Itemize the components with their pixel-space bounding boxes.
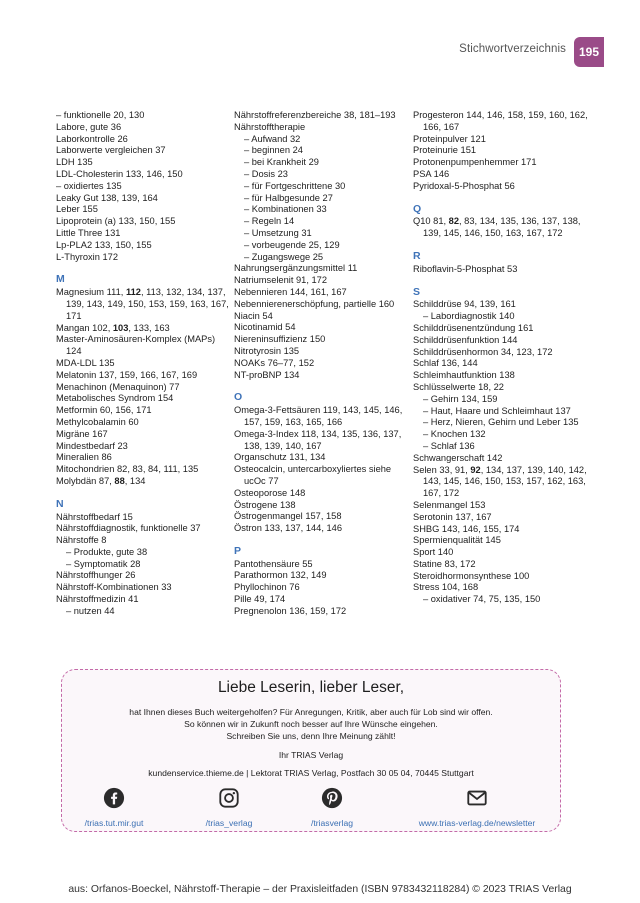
index-entry: Nebennierenerschöpfung, partielle 160 bbox=[234, 298, 395, 309]
index-entry: Spermienqualität 145 bbox=[413, 535, 501, 546]
index-entry: Sport 140 bbox=[413, 547, 454, 558]
running-header-title: Stichwortverzeichnis bbox=[459, 43, 566, 55]
index-entry: Leber 155 bbox=[56, 204, 98, 215]
index-entry: Serotonin 137, 167 bbox=[413, 511, 492, 522]
index-entry: Natriumselenit 91, 172 bbox=[234, 275, 328, 286]
index-entry: Mineralien 86 bbox=[56, 452, 112, 463]
index-letter-heading: S bbox=[413, 285, 421, 298]
index-entry: Nährstoffreferenzbereiche 38, 181–193 bbox=[234, 110, 396, 120]
index-entry: Nährstoffbedarf 15 bbox=[56, 511, 133, 522]
index-entry: Schleimhautfunktion 138 bbox=[413, 370, 515, 381]
index-entry: Menachinon (Menaquinon) 77 bbox=[56, 381, 180, 392]
index-subentry: – Symptomatik 28 bbox=[66, 558, 141, 569]
index-subentry: – beginnen 24 bbox=[244, 145, 303, 156]
index-entry: Selen 33, 91, 92, 134, 137, 139, 140, 142, 143, 145, 146, 150, 153, 157, 162, 163, 167, 172 bbox=[413, 464, 587, 499]
index-entry: Schilddrüsenhormon 34, 123, 172 bbox=[413, 346, 553, 357]
index-subentry: – Schlaf 136 bbox=[423, 440, 475, 451]
index-subentry: – Gehirn 134, 159 bbox=[423, 393, 498, 404]
index-entry: – oxidiertes 135 bbox=[56, 180, 122, 191]
newsletter-link-text[interactable]: www.trias-verlag.de/newsletter bbox=[418, 818, 536, 828]
index-subentry: – Umsetzung 31 bbox=[244, 227, 312, 238]
facebook-icon bbox=[103, 787, 125, 809]
index-subentry: – bei Krankheit 29 bbox=[244, 157, 319, 168]
index-entry: Östron 133, 137, 144, 146 bbox=[234, 523, 343, 534]
index-subentry: – Herz, Nieren, Gehirn und Leber 135 bbox=[423, 417, 579, 428]
index-subentry: – Regeln 14 bbox=[244, 216, 295, 227]
index-entry: Little Three 131 bbox=[56, 227, 121, 238]
index-entry: Omega-3-Index 118, 134, 135, 136, 137, 138, 139, 140, 167 bbox=[234, 428, 402, 451]
index-subentry: – Produkte, gute 38 bbox=[66, 546, 148, 557]
index-entry: Schwangerschaft 142 bbox=[413, 452, 503, 463]
index-entry: Nährstoffmedizin 41 bbox=[56, 594, 139, 605]
index-entry: Labore, gute 36 bbox=[56, 121, 122, 132]
index-entry: Pyridoxal-5-Phosphat 56 bbox=[413, 180, 515, 191]
index-subentry: – Haut, Haare und Schleimhaut 137 bbox=[423, 405, 571, 416]
index-entry: Schilddrüsenfunktion 144 bbox=[413, 334, 518, 345]
index-entry: Pille 49, 174 bbox=[234, 594, 286, 605]
index-entry: L-Thyroxin 172 bbox=[56, 251, 119, 262]
index-entry: Lipoprotein (a) 133, 150, 155 bbox=[56, 216, 176, 227]
mail-icon bbox=[466, 787, 488, 809]
index-entry: Laborkontrolle 26 bbox=[56, 133, 128, 144]
index-subentry: – Dosis 23 bbox=[244, 168, 288, 179]
page-number-tab: 195 bbox=[574, 37, 604, 67]
index-letter-heading: R bbox=[413, 249, 421, 262]
index-entry: Migräne 167 bbox=[56, 428, 108, 439]
index-entry: Mitochondrien 82, 83, 84, 111, 135 bbox=[56, 464, 199, 475]
index-entry: Riboflavin-5-Phosphat 53 bbox=[413, 263, 518, 274]
index-subentry: – oxidativer 74, 75, 135, 150 bbox=[423, 594, 541, 605]
index-entry: Phyllochinon 76 bbox=[234, 582, 300, 593]
index-entry: Nährstoffe 8 bbox=[56, 535, 107, 546]
index-entry: NOAKs 76–77, 152 bbox=[234, 357, 315, 368]
index-entry: Proteinpulver 121 bbox=[413, 133, 486, 144]
index-entry: Schlüsselwerte 18, 22 bbox=[413, 381, 504, 392]
pinterest-icon bbox=[321, 787, 343, 809]
index-column-1 bbox=[56, 110, 232, 618]
index-subentry: – Labordiagnostik 140 bbox=[423, 311, 515, 322]
index-entry: Nitrotyrosin 135 bbox=[234, 345, 300, 356]
newsletter-link[interactable] bbox=[417, 787, 537, 831]
facebook-link-text[interactable]: /trias.tut.mir.gut bbox=[84, 818, 144, 828]
index-entry: SHBG 143, 146, 155, 174 bbox=[413, 523, 520, 534]
index-entry: Selenmangel 153 bbox=[413, 499, 486, 510]
index-entry: Leaky Gut 138, 139, 164 bbox=[56, 192, 158, 203]
index-entry: Pregnenolon 136, 159, 172 bbox=[234, 605, 347, 616]
reader-box-signature: Ihr TRIAS Verlag bbox=[278, 750, 344, 760]
index-entry: Q10 81, 82, 83, 134, 135, 136, 137, 138, 139, 145, 146, 150, 163, 167, 172 bbox=[413, 216, 581, 239]
reader-box-line-3: Schreiben Sie uns, denn Ihre Meinung zählt! bbox=[226, 731, 396, 741]
index-entry: Metabolisches Syndrom 154 bbox=[56, 393, 174, 404]
index-column-3 bbox=[413, 110, 589, 606]
index-entry: Metformin 60, 156, 171 bbox=[56, 405, 152, 416]
instagram-icon bbox=[218, 787, 240, 809]
index-letter-heading: M bbox=[56, 273, 65, 286]
reader-box-title: Liebe Leserin, lieber Leser, bbox=[217, 679, 405, 696]
index-entry: Schlaf 136, 144 bbox=[413, 358, 478, 369]
reader-feedback-box bbox=[61, 669, 561, 832]
reader-box-contact: kundenservice.thieme.de | Lektorat TRIAS Verlag, Postfach 30 05 04, 70445 Stuttgart bbox=[148, 768, 474, 778]
index-entry: Lp-PLA2 133, 150, 155 bbox=[56, 239, 152, 250]
index-entry: Molybdän 87, 88, 134 bbox=[56, 475, 146, 486]
reader-box-line-2: So können wir in Zukunft noch besser auf Ihre Wünsche eingehen. bbox=[184, 719, 438, 729]
index-entry: Melatonin 137, 159, 166, 167, 169 bbox=[56, 369, 198, 380]
index-subentry: – vorbeugende 25, 129 bbox=[244, 239, 340, 250]
index-entry: Pantothensäure 55 bbox=[234, 558, 313, 569]
index-subentry: – Zugangswege 25 bbox=[244, 251, 324, 262]
index-entry: Nährstoffdiagnostik, funktionelle 37 bbox=[56, 523, 201, 534]
index-entry: Methylcobalamin 60 bbox=[56, 416, 139, 427]
index-entry: Nebennieren 144, 161, 167 bbox=[234, 286, 347, 297]
index-entry: Steroidhormonsynthese 100 bbox=[413, 570, 530, 581]
pinterest-link[interactable] bbox=[272, 787, 392, 831]
index-column-2 bbox=[234, 110, 410, 618]
index-entry: MDA-LDL 135 bbox=[56, 357, 115, 368]
instagram-link[interactable] bbox=[169, 787, 289, 831]
index-entry: Schilddrüsenentzündung 161 bbox=[413, 322, 534, 333]
index-subentry: – für Halbgesunde 27 bbox=[244, 192, 333, 203]
index-entry: NT-proBNP 134 bbox=[234, 369, 300, 380]
index-letter-heading: O bbox=[234, 391, 243, 404]
index-entry: Stress 104, 168 bbox=[413, 582, 479, 593]
index-entry: Nahrungsergänzungsmittel 11 bbox=[234, 263, 358, 274]
index-entry: Laborwerte vergleichen 37 bbox=[56, 145, 166, 156]
index-subentry: – Aufwand 32 bbox=[244, 133, 301, 144]
index-letter-heading: Q bbox=[413, 202, 422, 215]
index-entry: Nicotinamid 54 bbox=[234, 322, 296, 333]
index-subentry: – Kombinationen 33 bbox=[244, 204, 327, 215]
index-entry: Nährstoff-Kombinationen 33 bbox=[56, 582, 172, 593]
index-entry: Master-Aminosäuren-Komplex (MAPs) 124 bbox=[56, 334, 216, 357]
index-entry: – funktionelle 20, 130 bbox=[56, 110, 145, 120]
index-entry: Nährstofftherapie bbox=[234, 121, 306, 132]
index-subentry: – nutzen 44 bbox=[66, 605, 115, 616]
index-entry: Parathormon 132, 149 bbox=[234, 570, 327, 581]
index-entry: Organschutz 131, 134 bbox=[234, 452, 326, 463]
index-entry: Niereninsuffizienz 150 bbox=[234, 334, 326, 345]
index-entry: PSA 146 bbox=[413, 168, 450, 179]
index-entry: Nährstoffhunger 26 bbox=[56, 570, 136, 581]
index-entry: Osteocalcin, untercarboxyliertes siehe ucOc 77 bbox=[234, 464, 392, 486]
pinterest-link-text[interactable]: /triasverlag bbox=[310, 818, 354, 828]
index-entry: Östrogenmangel 157, 158 bbox=[234, 511, 342, 522]
index-entry: Schilddrüse 94, 139, 161 bbox=[413, 299, 516, 310]
instagram-link-text[interactable]: /trias_verlag bbox=[205, 818, 253, 828]
index-entry: LDL-Cholesterin 133, 146, 150 bbox=[56, 168, 183, 179]
index-entry: Östrogene 138 bbox=[234, 499, 296, 510]
index-letter-heading: N bbox=[56, 497, 64, 510]
index-entry: Niacin 54 bbox=[234, 310, 273, 321]
index-entry: Proteinurie 151 bbox=[413, 145, 477, 156]
index-entry: Mindestbedarf 23 bbox=[56, 440, 128, 451]
index-entry: Osteoporose 148 bbox=[234, 487, 306, 498]
index-letter-heading: P bbox=[234, 544, 242, 557]
index-subentry: – Knochen 132 bbox=[423, 429, 486, 440]
index-entry: Mangan 102, 103, 133, 163 bbox=[56, 322, 170, 333]
source-footer: aus: Orfanos-Boeckel, Nährstoff-Therapie – der Praxisleitfaden (ISBN 9783432118284) © 2023 TRIAS Verlag bbox=[68, 884, 572, 895]
index-entry: LDH 135 bbox=[56, 157, 93, 168]
index-entry: Protonenpumpenhemmer 171 bbox=[413, 157, 537, 168]
index-entry: Statine 83, 172 bbox=[413, 558, 476, 569]
facebook-link[interactable] bbox=[54, 787, 174, 831]
index-entry: Magnesium 111, 112, 113, 132, 134, 137, 139, 143, 149, 150, 153, 159, 163, 167, 171 bbox=[56, 287, 229, 321]
reader-box-line-1: hat Ihnen dieses Buch weitergeholfen? Für Anregungen, Kritik, aber auch für Lob sind wir offen. bbox=[129, 707, 493, 717]
index-subentry: – für Fortgeschrittene 30 bbox=[244, 180, 346, 191]
index-entry: Progesteron 144, 146, 158, 159, 160, 162, 166, 167 bbox=[413, 110, 588, 132]
index-entry: Omega-3-Fettsäuren 119, 143, 145, 146, 157, 159, 163, 165, 166 bbox=[234, 405, 403, 427]
